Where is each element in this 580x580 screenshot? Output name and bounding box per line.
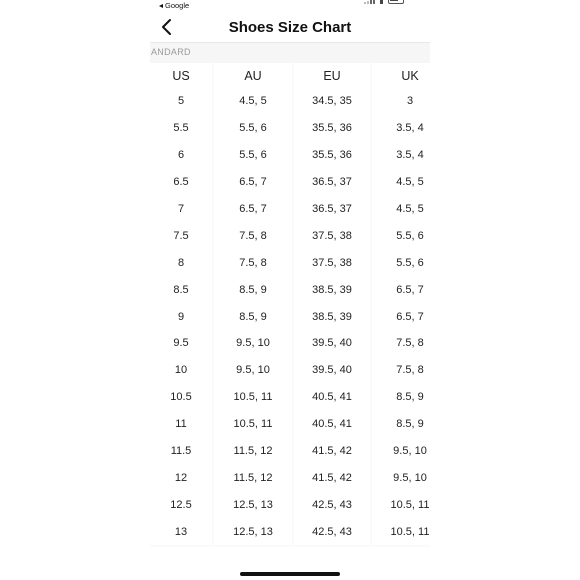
size-cell-au: 8.5, 9	[214, 276, 292, 303]
back-to-app-link[interactable]	[159, 1, 189, 11]
table-body	[150, 88, 430, 545]
size-cell-uk: 5.5, 6	[372, 222, 430, 249]
size-cell-au: 6.5, 7	[214, 169, 292, 196]
size-cell-us: 6.5	[150, 169, 212, 196]
size-cell-uk: 6.5, 7	[372, 276, 430, 303]
size-cell-uk: 4.5, 5	[372, 169, 430, 196]
battery-icon	[388, 0, 404, 4]
size-cell-eu: 41.5, 42	[294, 464, 370, 491]
size-cell-uk: 10.5, 11	[372, 491, 430, 518]
status-bar	[150, 0, 430, 12]
size-cell-uk: 4.5, 5	[372, 196, 430, 223]
table-row	[150, 276, 430, 303]
size-cell-us: 12.5	[150, 491, 212, 518]
table-row	[150, 384, 430, 411]
size-cell-uk: 3	[372, 88, 430, 115]
size-cell-eu: 42.5, 43	[294, 491, 370, 518]
size-cell-us: 11.5	[150, 438, 212, 465]
size-cell-uk: 6.5, 7	[372, 303, 430, 330]
table-row	[150, 357, 430, 384]
status-icons	[364, 0, 404, 4]
size-cell-eu: 40.5, 41	[294, 384, 370, 411]
column-header-au: AU	[214, 63, 292, 88]
size-cell-us: 7.5	[150, 222, 212, 249]
size-cell-au: 11.5, 12	[214, 464, 292, 491]
size-cell-uk: 7.5, 8	[372, 357, 430, 384]
size-cell-au: 7.5, 8	[214, 222, 292, 249]
table-row	[150, 222, 430, 249]
size-cell-us: 9.5	[150, 330, 212, 357]
section-label: ANDARD	[151, 47, 191, 57]
size-cell-eu: 34.5, 35	[294, 88, 370, 115]
column-header-eu: EU	[294, 63, 370, 88]
size-cell-eu: 37.5, 38	[294, 249, 370, 276]
size-cell-us: 5	[150, 88, 212, 115]
size-cell-au: 10.5, 11	[214, 384, 292, 411]
size-cell-eu: 36.5, 37	[294, 196, 370, 223]
size-cell-us: 13	[150, 518, 212, 545]
column-header-us: US	[150, 63, 212, 88]
page-title: Shoes Size Chart	[228, 19, 352, 36]
size-table-scroll-area[interactable]	[150, 63, 430, 547]
size-cell-au: 6.5, 7	[214, 196, 292, 223]
size-cell-eu: 39.5, 40	[294, 357, 370, 384]
size-cell-us: 6	[150, 142, 212, 169]
table-row	[150, 518, 430, 545]
column-header-uk: UK	[372, 63, 430, 88]
size-cell-eu: 38.5, 39	[294, 276, 370, 303]
table-row	[150, 491, 430, 518]
size-cell-au: 9.5, 10	[214, 330, 292, 357]
size-cell-eu: 38.5, 39	[294, 303, 370, 330]
size-cell-au: 5.5, 6	[214, 142, 292, 169]
home-indicator[interactable]	[240, 572, 340, 576]
size-cell-us: 10	[150, 357, 212, 384]
size-cell-eu: 41.5, 42	[294, 438, 370, 465]
size-cell-us: 7	[150, 196, 212, 223]
wifi-icon	[380, 0, 383, 4]
size-cell-uk: 3.5, 4	[372, 142, 430, 169]
size-cell-au: 12.5, 13	[214, 491, 292, 518]
size-cell-eu: 40.5, 41	[294, 411, 370, 438]
size-cell-us: 8	[150, 249, 212, 276]
size-cell-au: 7.5, 8	[214, 249, 292, 276]
size-cell-eu: 42.5, 43	[294, 518, 370, 545]
table-row	[150, 438, 430, 465]
size-cell-eu: 35.5, 36	[294, 115, 370, 142]
signal-icon	[364, 0, 375, 4]
back-triangle-icon	[159, 4, 163, 8]
size-cell-au: 10.5, 11	[214, 411, 292, 438]
size-cell-eu: 39.5, 40	[294, 330, 370, 357]
size-cell-uk: 8.5, 9	[372, 411, 430, 438]
table-header-row	[150, 63, 430, 88]
size-cell-us: 10.5	[150, 384, 212, 411]
table-row	[150, 115, 430, 142]
size-cell-us: 5.5	[150, 115, 212, 142]
table-row	[150, 330, 430, 357]
back-to-app-label: Google	[165, 1, 190, 10]
size-cell-au: 12.5, 13	[214, 518, 292, 545]
navigation-bar	[150, 12, 430, 43]
size-cell-eu: 36.5, 37	[294, 169, 370, 196]
table-row	[150, 142, 430, 169]
size-cell-au: 8.5, 9	[214, 303, 292, 330]
size-cell-eu: 35.5, 36	[294, 142, 370, 169]
size-cell-uk: 7.5, 8	[372, 330, 430, 357]
size-cell-au: 9.5, 10	[214, 357, 292, 384]
size-cell-au: 11.5, 12	[214, 438, 292, 465]
size-cell-uk: 9.5, 10	[372, 464, 430, 491]
size-cell-us: 11	[150, 411, 212, 438]
size-cell-us: 9	[150, 303, 212, 330]
size-cell-uk: 3.5, 4	[372, 115, 430, 142]
table-row	[150, 169, 430, 196]
table-row	[150, 196, 430, 223]
size-cell-au: 5.5, 6	[214, 115, 292, 142]
table-row	[150, 88, 430, 115]
table-row	[150, 249, 430, 276]
table-row	[150, 303, 430, 330]
size-cell-uk: 5.5, 6	[372, 249, 430, 276]
size-cell-au: 4.5, 5	[214, 88, 292, 115]
size-chart-table	[150, 63, 430, 545]
size-cell-us: 8.5	[150, 276, 212, 303]
size-cell-uk: 8.5, 9	[372, 384, 430, 411]
size-cell-eu: 37.5, 38	[294, 222, 370, 249]
size-cell-uk: 9.5, 10	[372, 438, 430, 465]
table-row	[150, 411, 430, 438]
size-cell-us: 12	[150, 464, 212, 491]
table-row	[150, 464, 430, 491]
section-header	[150, 43, 430, 63]
phone-screen	[150, 0, 430, 580]
size-cell-uk: 10.5, 11	[372, 518, 430, 545]
